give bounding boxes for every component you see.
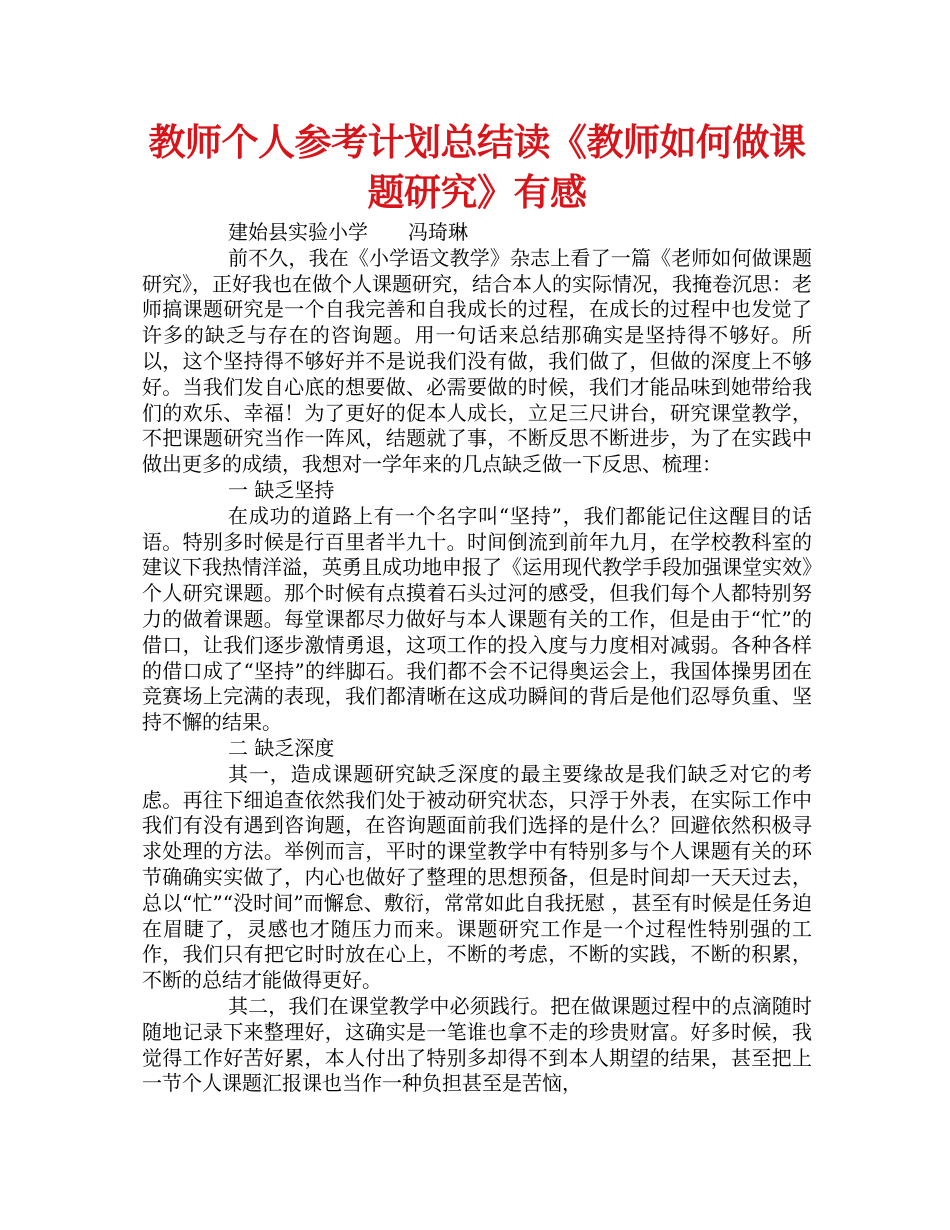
paragraph-intro: 前不久，我在《小学语文教学》杂志上看了一篇《老师如何做课题研究》，正好我也在做个人课题研究，结合本人的实际情况，我掩卷沉思：老师搞课题研究是一个自我完善和自我成长的过程，在成长的过程中也发觉了许多的缺乏与存在的咨询题。用一句话来总结那确实是坚持得不够好。所以，这个坚持得不够好并不是说我们没有做，我们做了，但做的深度上不够好。当我们发自心底的想要做、必需要做的时候，我们才能品味到她带给我们的欢乐、幸福！为了更好的促本人成长，立足三尺讲台，研究课堂教学，不把课题研究当作一阵风，结题就了事，不断反思不断进步，为了在实践中做出更多的成绩，我想对一学年来的几点缺乏做一下反思、梳理： <box>142 245 812 477</box>
paragraph-depth-second: 其二，我们在课堂教学中必须践行。把在做课题过程中的点滴随时随地记录下来整理好，这确实是一笔谁也拿不走的珍贵财富。好多时候，我觉得工作好苦好累，本人付出了特别多却得不到本人期望的结果，甚至把上一节个人课题汇报课也当作一种负担甚至是苦恼， <box>142 993 812 1096</box>
document-body <box>142 220 812 1097</box>
paragraph-depth-first: 其一，造成课题研究缺乏深度的最主要缘故是我们缺乏对它的考虑。再往下细追查依然我们处于被动研究状态，只浮于外表，在实际工作中我们有没有遇到咨询题，在咨询题面前我们选择的是什么？回避依然积极寻求处理的方法。举例而言，平时的课堂教学中有特别多与个人课题有关的环节确确实实做了，内心也做好了整理的思想预备，但是时间却一天天过去，总以“忙”“没时间”而懈怠、敷衍，常常如此自我抚慰 ，甚至有时候是任务迫在眉睫了，灵感也才随压力而来。课题研究工作是一个过程性特别强的工作，我们只有把它时时放在心上，不断的考虑，不断的实践，不断的积累，不断的总结才能做得更好。 <box>142 761 812 993</box>
section-heading-1: 一 缺乏坚持 <box>228 477 335 502</box>
author-line: 建始县实验小学 冯琦琳 <box>228 220 468 244</box>
document-title: 教师个人参考计划总结读《教师如何做课题研究》有感 <box>148 121 806 214</box>
paragraph-persistence: 在成功的道路上有一个名字叫“坚持”，我们都能记住这醒目的话语。特别多时候是行百里者半九十。时间倒流到前年九月，在学校教科室的建议下我热情洋溢，英勇且成功地申报了《运用现代教学手段加强课堂实效》个人研究课题。那个时候有点摸着石头过河的感受，但我们每个人都特别努力的做着课题。每堂课都尽力做好与本人课题有关的工作，但是由于“忙”的借口，让我们逐步激情勇退，这项工作的投入度与力度相对减弱。各种各样的借口成了“坚持”的绊脚石。我们都不会不记得奥运会上，我国体操男团在竞赛场上完满的表现，我们都清晰在这成功瞬间的背后是他们忍辱负重、坚持不懈的结果。 <box>142 503 812 735</box>
document-page <box>142 118 812 1097</box>
section-heading-2: 二 缺乏深度 <box>228 735 335 760</box>
